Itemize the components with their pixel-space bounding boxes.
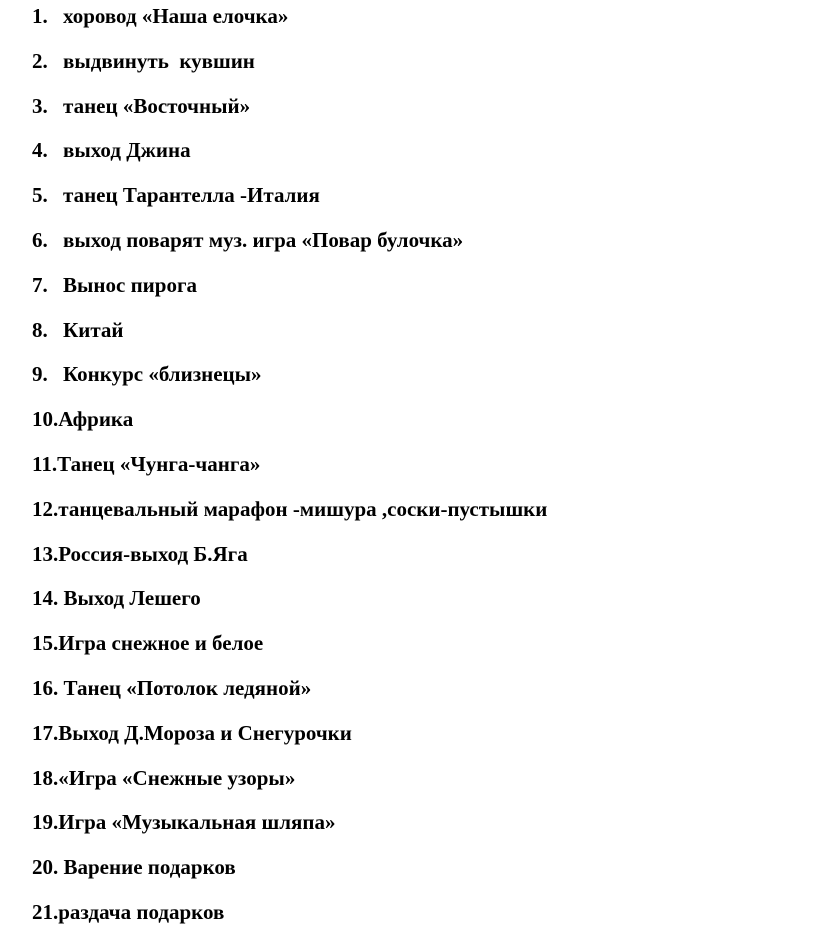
list-item xyxy=(32,900,547,924)
list-item xyxy=(32,452,547,476)
list-item xyxy=(32,4,547,28)
item-number: 14. xyxy=(32,586,59,611)
item-number: 6. xyxy=(32,227,48,252)
list-item xyxy=(32,766,547,790)
item-number: 9. xyxy=(32,362,48,387)
item-number: 21. xyxy=(32,899,59,924)
list-item xyxy=(32,586,547,610)
list-item xyxy=(32,138,547,162)
item-number: 13. xyxy=(32,541,59,566)
item-text: Вынос пирога xyxy=(63,272,197,297)
item-text: раздача подарков xyxy=(58,899,225,924)
list-item xyxy=(32,362,547,386)
item-number: 3. xyxy=(32,93,48,118)
item-text: Варение подарков xyxy=(58,855,236,880)
item-text: Конкурс «близнецы» xyxy=(63,362,262,387)
item-text: Игра снежное и белое xyxy=(58,631,264,656)
item-text: Россия-выход Б.Яга xyxy=(58,541,248,566)
item-text: «Игра «Снежные узоры» xyxy=(58,765,296,790)
item-number: 20. xyxy=(32,855,59,880)
item-number: 17. xyxy=(32,720,59,745)
list-item xyxy=(32,407,547,431)
list-item xyxy=(32,855,547,879)
item-number: 8. xyxy=(32,317,48,342)
list-item xyxy=(32,228,547,252)
list-item xyxy=(32,49,547,73)
item-number: 5. xyxy=(32,183,48,208)
item-text: Игра «Музыкальная шляпа» xyxy=(58,810,336,835)
item-text: Выход Лешего xyxy=(58,586,201,611)
item-number: 18. xyxy=(32,765,59,790)
item-number: 4. xyxy=(32,138,48,163)
list-item xyxy=(32,542,547,566)
item-text: Китай xyxy=(63,317,124,342)
item-text: Африка xyxy=(58,407,134,432)
item-number: 11. xyxy=(32,451,58,476)
item-text: Танец «Чунга-чанга» xyxy=(57,451,261,476)
list-item xyxy=(32,318,547,342)
item-text: выдвинуть кувшин xyxy=(63,48,255,73)
item-text: хоровод «Наша елочка» xyxy=(63,4,289,28)
item-number: 1. xyxy=(32,4,48,28)
item-text: танец Тарантелла -Италия xyxy=(63,183,320,208)
item-number: 15. xyxy=(32,631,59,656)
item-text: выход Джина xyxy=(63,138,191,163)
list-item xyxy=(32,631,547,655)
list-item xyxy=(32,273,547,297)
list-item xyxy=(32,94,547,118)
item-text: Выход Д.Мороза и Снегурочки xyxy=(58,720,352,745)
list-item xyxy=(32,676,547,700)
item-number: 19. xyxy=(32,810,59,835)
program-list xyxy=(32,4,547,945)
item-text: танцевальный марафон -мишура ,соски-пустышки xyxy=(58,496,548,521)
item-number: 2. xyxy=(32,48,48,73)
item-number: 12. xyxy=(32,496,59,521)
list-item xyxy=(32,721,547,745)
item-text: танец «Восточный» xyxy=(63,93,251,118)
item-number: 16. xyxy=(32,675,59,700)
list-item xyxy=(32,497,547,521)
item-text: Танец «Потолок ледяной» xyxy=(58,675,312,700)
list-item xyxy=(32,810,547,834)
item-number: 7. xyxy=(32,272,48,297)
list-item xyxy=(32,183,547,207)
item-text: выход поварят муз. игра «Повар булочка» xyxy=(63,227,464,252)
item-number: 10. xyxy=(32,407,59,432)
